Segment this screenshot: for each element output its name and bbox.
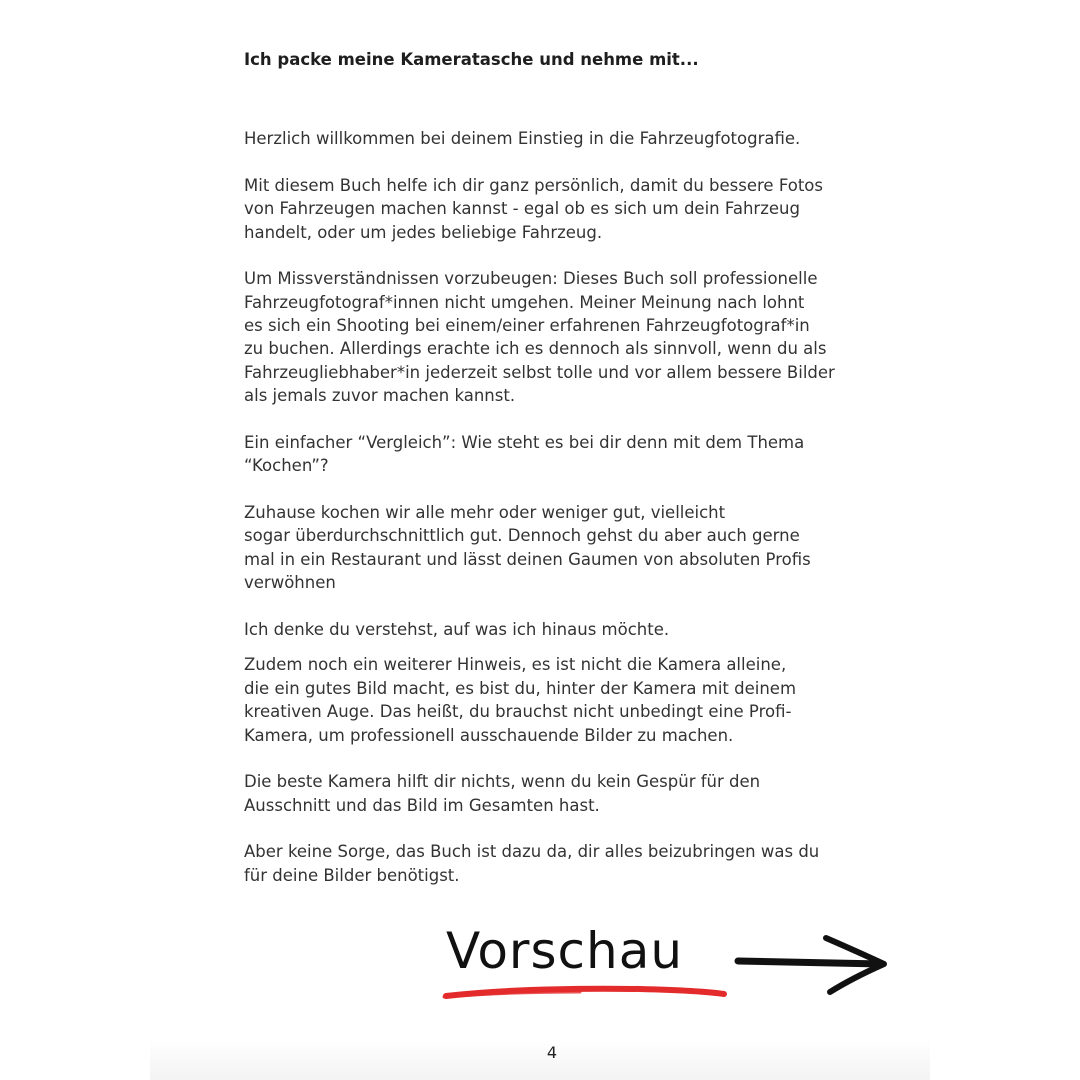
page-number: 4 (546, 1043, 558, 1062)
red-underline-icon (440, 982, 740, 1004)
paragraph-line: sogar überdurchschnittlich gut. Dennoch gehst du aber auch gerne (244, 526, 800, 546)
paragraph-line: Kamera, um professionell ausschauende Bilder zu machen. (244, 725, 734, 745)
paragraph-line: Aber keine Sorge, das Buch ist dazu da, dir alles beizubringen was du (244, 842, 820, 862)
paragraph (244, 267, 884, 407)
paragraph-line: zu buchen. Allerdings erachte ich es dennoch als sinnvoll, wenn du als (244, 339, 827, 359)
paragraph-line: Ein einfacher “Vergleich”: Wie steht es bei dir denn mit dem Thema (244, 432, 805, 452)
paragraph (244, 431, 884, 478)
right-arrow-icon (734, 930, 894, 1000)
paragraph (244, 770, 884, 817)
paragraph (244, 653, 884, 747)
paragraph-line: “Kochen”? (244, 456, 329, 476)
paragraph-line: Zuhause kochen wir alle mehr oder weniger gut, vielleicht (244, 503, 726, 523)
paragraph-line: Mit diesem Buch helfe ich dir ganz persönlich, damit du bessere Fotos (244, 175, 823, 195)
paragraph-line: Fahrzeugfotograf*innen nicht umgehen. Meiner Meinung nach lohnt (244, 292, 805, 312)
paragraph-line: Ich denke du verstehst, auf was ich hinaus möchte. (244, 619, 670, 639)
paragraph-line: mal in ein Restaurant und lässt deinen Gaumen von absoluten Profis (244, 549, 811, 569)
paragraph-line: Zudem noch ein weiterer Hinweis, es ist nicht die Kamera alleine, (244, 655, 787, 675)
paragraph (244, 174, 884, 244)
paragraph (244, 840, 884, 887)
paragraph-line: Ausschnitt und das Bild im Gesamten hast. (244, 795, 600, 815)
body-text (244, 127, 884, 911)
paragraph (244, 618, 884, 641)
paragraph-line: kreativen Auge. Das heißt, du brauchst nicht unbedingt eine Profi- (244, 702, 792, 722)
paragraph-line: als jemals zuvor machen kannst. (244, 386, 516, 406)
paragraph-line: es sich ein Shooting bei einem/einer erfahrenen Fahrzeugfotograf*in (244, 316, 810, 336)
paragraph-line: Fahrzeugliebhaber*in jederzeit selbst tolle und vor allem bessere Bilder (244, 362, 835, 382)
paragraph (244, 127, 884, 150)
page-heading: Ich packe meine Kameratasche und nehme mit... (244, 50, 699, 69)
arrow-shaft (738, 961, 882, 964)
paragraph-line: für deine Bilder benötigst. (244, 865, 460, 885)
preview-label: Vorschau (446, 922, 684, 980)
paragraph-line: Die beste Kamera hilft dir nichts, wenn du kein Gespür für den (244, 772, 761, 792)
paragraph-line: verwöhnen (244, 573, 336, 593)
paragraph-line: handelt, oder um jedes beliebige Fahrzeug. (244, 222, 603, 242)
paragraph-line: von Fahrzeugen machen kannst - egal ob es sich um dein Fahrzeug (244, 199, 800, 219)
paragraph-line: die ein gutes Bild macht, es bist du, hinter der Kamera mit deinem (244, 678, 797, 698)
paragraph-line: Herzlich willkommen bei deinem Einstieg in die Fahrzeugfotografie. (244, 129, 801, 148)
paragraph (244, 501, 884, 595)
paragraph-line: Um Missverständnissen vorzubeugen: Dieses Buch soll professionelle (244, 269, 818, 289)
